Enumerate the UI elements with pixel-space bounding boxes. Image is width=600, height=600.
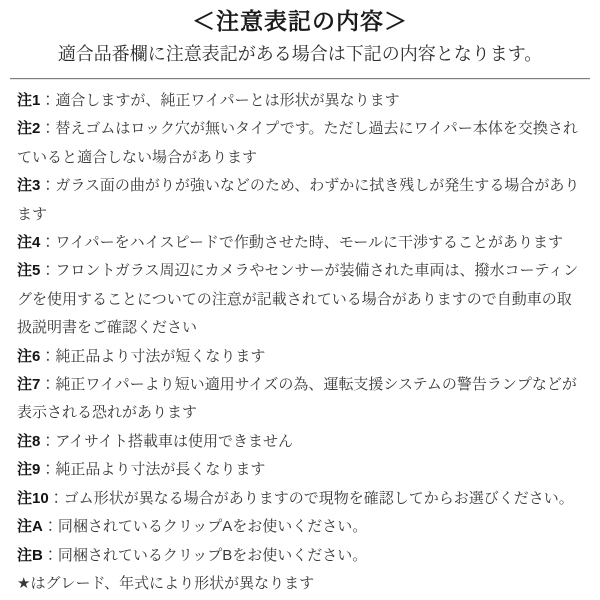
page-subtitle: 適合品番欄に注意表記がある場合は下記の内容となります。	[57, 44, 543, 64]
note-text: 適合しますが、純正ワイパーとは形状が異なります	[55, 92, 400, 109]
note-label: 注2	[17, 120, 41, 138]
note-colon: ：	[48, 489, 64, 507]
note-label: 注7	[17, 376, 41, 394]
note-colon: ：	[40, 262, 56, 280]
note-label: 注1	[17, 92, 41, 109]
note-text: 同梱されているクリップAをお使いください。	[57, 518, 368, 536]
note-row-A	[17, 513, 584, 541]
note-colon: ：	[40, 376, 56, 394]
note-row-5	[17, 257, 584, 342]
note-label: 注9	[17, 461, 41, 479]
note-label: 注A	[17, 518, 43, 536]
horizontal-divider	[10, 78, 590, 80]
notes-list	[17, 87, 584, 598]
note-colon: ：	[40, 92, 56, 109]
note-colon: ：	[42, 546, 58, 564]
note-row-10	[17, 485, 584, 513]
note-text: フロントガラス周辺にカメラやセンサーが装備された車両は、撥水コーティングを使用することについての注意が記載されている場合がありますので自動車の取扱説明書をご確認ください	[17, 262, 579, 337]
note-label: 注10	[17, 489, 49, 507]
note-row-4	[17, 229, 584, 257]
note-text: 純正品より寸法が短くなります	[55, 347, 266, 365]
note-row-B	[17, 542, 584, 570]
note-text: ガラス面の曲がりが強いなどのため、わずかに拭き残しが発生する場合があります	[17, 177, 580, 223]
note-text: 同梱されているクリップBをお使いください。	[57, 546, 368, 564]
note-colon: ：	[40, 120, 56, 138]
note-row-9	[17, 456, 584, 484]
note-label: 注B	[17, 546, 43, 564]
note-row-8	[17, 428, 584, 456]
note-text: アイサイト搭載車は使用できません	[55, 432, 293, 450]
note-colon: ：	[40, 177, 56, 195]
note-label: 注6	[17, 347, 41, 365]
note-text: 純正品より寸法が長くなります	[55, 461, 266, 479]
note-label: 注5	[17, 262, 41, 280]
note-text: 純正ワイパーより短い適用サイズの為、運転支援システムの警告ランプなどが表示される恐れがあります	[17, 376, 577, 422]
note-row-7	[17, 371, 584, 428]
note-label: 注4	[17, 234, 41, 252]
note-label: 注3	[17, 177, 41, 195]
note-colon: ：	[42, 518, 58, 536]
note-text: 替えゴムはロック穴が無いタイプです。ただし過去にワイパー本体を交換されていると適合しない場合があります	[17, 120, 578, 166]
page-title: ＜注意表記の内容＞	[192, 8, 408, 34]
note-colon: ：	[40, 347, 56, 365]
star-footnote: ★はグレード、年式により形状が異なります	[17, 574, 315, 592]
note-colon: ：	[40, 432, 56, 450]
note-row-6	[17, 343, 584, 371]
note-label: 注8	[17, 432, 41, 450]
note-text: ワイパーをハイスピードで作動させた時、モールに干渉することがあります	[55, 234, 563, 252]
note-colon: ：	[40, 234, 56, 252]
note-text: ゴム形状が異なる場合がありますので現物を確認してからお選びください。	[63, 489, 574, 507]
note-row-1	[17, 87, 584, 115]
note-row-2	[17, 115, 584, 172]
note-colon: ：	[40, 461, 56, 479]
note-row-3	[17, 172, 584, 229]
